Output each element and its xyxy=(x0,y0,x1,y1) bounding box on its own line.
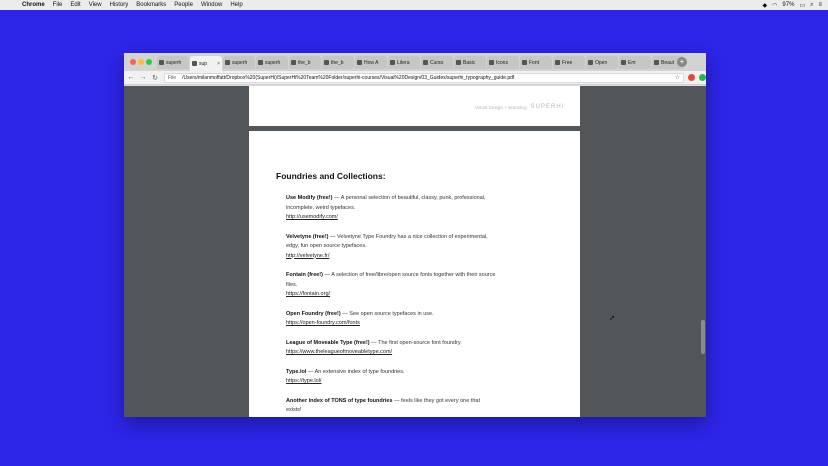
tab-favicon-icon xyxy=(291,60,296,65)
macos-menubar xyxy=(0,0,828,10)
close-window-button[interactable] xyxy=(130,59,136,65)
reload-icon[interactable]: ↻ xyxy=(152,74,158,82)
tab-label: superh xyxy=(166,59,182,66)
tab-favicon-icon xyxy=(225,60,230,65)
extension-icon[interactable] xyxy=(688,74,695,81)
browser-tab[interactable] xyxy=(619,56,651,69)
scrollbar-thumb[interactable] xyxy=(701,320,705,354)
browser-tab[interactable] xyxy=(256,56,288,69)
browser-tab[interactable] xyxy=(487,56,519,69)
foundry-entry xyxy=(286,233,496,262)
tab-label: Icons xyxy=(496,59,508,66)
foundry-name: Use Modify (free!) xyxy=(286,195,333,201)
tab-favicon-icon xyxy=(588,60,593,65)
foundry-link[interactable]: https://www.theleagueofmoveabletype.com/ xyxy=(286,349,393,355)
menu-view[interactable]: View xyxy=(88,2,102,8)
foundry-name: Velvetyne (free!) xyxy=(286,233,329,240)
foundry-entry xyxy=(286,194,496,223)
tab-favicon-icon xyxy=(324,60,329,65)
browser-tab[interactable] xyxy=(520,56,552,69)
foundry-entry xyxy=(286,310,496,329)
forward-icon[interactable]: → xyxy=(139,74,147,81)
file-scheme-label: File xyxy=(168,74,177,81)
tab-favicon-icon xyxy=(357,60,362,65)
tab-favicon-icon xyxy=(522,60,527,65)
browser-tab[interactable] xyxy=(421,56,453,69)
foundry-description: — A personal selection of beautiful, classy, punk, professional, incomplete, weird typefaces. xyxy=(286,195,486,211)
menu-app-name[interactable]: Chrome xyxy=(22,2,45,8)
pdf-page xyxy=(249,131,580,417)
extension-icon[interactable] xyxy=(699,74,706,81)
mouse-cursor-icon: ➚ xyxy=(609,315,615,322)
battery-icon[interactable]: ▭ xyxy=(799,2,806,9)
tab-favicon-icon xyxy=(555,60,560,65)
menu-help[interactable]: Help xyxy=(230,2,243,8)
foundry-name: League of Moveable Type (free!) xyxy=(286,339,370,346)
browser-tab[interactable] xyxy=(553,56,585,69)
foundry-entry xyxy=(286,397,496,416)
tab-strip xyxy=(124,53,706,71)
tab-label: the_b xyxy=(331,59,344,66)
url-text: /Users/milanmoffatt/Dropbox%20(SuperHi)/SuperHi%20Team%20Folder/superhi-courses/Visual%20Design/03_Guides/superhi_typography_guide.pdf xyxy=(182,74,515,81)
foundry-description: — feels like they got every one that exists! xyxy=(286,397,480,413)
tab-favicon-icon xyxy=(456,60,461,65)
tab-label: sup xyxy=(199,60,208,67)
tab-label: Free xyxy=(562,59,573,66)
foundry-link[interactable]: https://fontain.org/ xyxy=(286,291,331,297)
foundry-list xyxy=(286,194,496,417)
browser-tab[interactable] xyxy=(190,56,222,71)
page-header xyxy=(475,104,564,110)
tab-favicon-icon xyxy=(423,60,428,65)
tab-label: superh xyxy=(232,59,248,66)
tab-close-icon[interactable]: × xyxy=(217,60,220,67)
menu-edit[interactable]: Edit xyxy=(70,2,81,8)
tab-favicon-icon xyxy=(654,60,659,65)
tab-favicon-icon xyxy=(258,60,263,65)
tab-label: Beaut xyxy=(661,59,675,66)
pdf-viewer[interactable] xyxy=(124,86,706,417)
back-icon[interactable]: ← xyxy=(127,74,135,81)
foundry-description: — An extensive index of type foundries. xyxy=(306,368,405,375)
browser-tab[interactable] xyxy=(388,56,420,69)
browser-toolbar xyxy=(124,71,706,85)
tab-list xyxy=(157,56,685,71)
tab-label: Open xyxy=(595,59,608,66)
menu-people[interactable]: People xyxy=(174,2,193,8)
browser-tab[interactable] xyxy=(355,56,387,69)
bookmark-star-icon[interactable]: ☆ xyxy=(674,75,680,81)
foundry-entry xyxy=(286,368,496,387)
menu-file[interactable]: File xyxy=(52,2,63,8)
browser-tab[interactable] xyxy=(322,56,354,69)
menu-window[interactable]: Window xyxy=(200,2,223,8)
menu-history[interactable]: History xyxy=(109,2,129,8)
tab-label: How A xyxy=(364,59,379,66)
new-tab-button[interactable]: + xyxy=(677,57,687,67)
foundry-description: — A selection of free/libre/open source fonts together with their source files. xyxy=(286,272,496,288)
foundry-name: Open Foundry (free!) xyxy=(286,310,341,317)
tab-favicon-icon xyxy=(489,60,494,65)
browser-tab[interactable] xyxy=(223,56,255,69)
pdf-page xyxy=(249,86,580,126)
foundry-entry xyxy=(286,271,496,300)
address-bar[interactable] xyxy=(164,73,684,83)
foundry-link[interactable]: http://usemodify.com/ xyxy=(286,214,338,220)
browser-tab[interactable] xyxy=(454,56,486,69)
foundry-entry xyxy=(286,339,496,358)
page-header-text: Visual Design + Branding xyxy=(475,104,527,110)
wifi-icon[interactable]: ◠ xyxy=(772,2,778,9)
tab-label: Curso xyxy=(430,59,444,66)
zoom-window-button[interactable] xyxy=(146,59,152,65)
tab-label: Basic xyxy=(463,59,476,66)
foundry-name: Another index of TONS of type foundries xyxy=(286,397,393,404)
tab-favicon-icon xyxy=(390,60,395,65)
spotlight-icon[interactable]: ⌕ xyxy=(810,1,814,8)
foundry-name: Fontain (free!) xyxy=(286,272,323,278)
section-title: Foundries and Collections: xyxy=(276,171,386,181)
foundry-name: Type.lol xyxy=(286,368,307,375)
tab-label: Em xyxy=(628,59,636,66)
tab-label: the_b xyxy=(298,59,311,66)
menu-icon[interactable]: ≡ xyxy=(818,2,822,8)
foundry-link[interactable]: http://velvetyne.fr/ xyxy=(286,252,330,259)
menubar-status-area xyxy=(763,0,822,10)
tab-favicon-icon xyxy=(192,61,197,66)
tab-favicon-icon xyxy=(159,60,164,65)
browser-tab[interactable] xyxy=(289,56,321,69)
tab-label: Font xyxy=(529,59,540,66)
browser-window xyxy=(124,53,706,417)
foundry-description: — The first open-source font foundry. xyxy=(369,339,462,346)
menu-bookmarks[interactable]: Bookmarks xyxy=(136,2,167,8)
browser-tab[interactable] xyxy=(586,56,618,69)
dropbox-icon[interactable]: ◆ xyxy=(762,2,768,9)
foundry-description: — Velvetyne Type Foundry has a nice collection of experimental, edgy, fun open source typefaces. xyxy=(286,233,488,249)
minimize-window-button[interactable] xyxy=(138,59,144,65)
tab-label: superh xyxy=(265,59,281,66)
battery-percent[interactable]: 97% xyxy=(782,2,795,8)
foundry-description: — See open source typefaces in use. xyxy=(340,310,434,317)
browser-tab[interactable] xyxy=(157,56,189,69)
brand-logo: SUPERHi xyxy=(530,104,564,110)
tab-favicon-icon xyxy=(621,60,626,65)
foundry-link[interactable]: https://open-foundry.com/fonts xyxy=(286,320,360,326)
foundry-link[interactable]: https://type.lol/ xyxy=(286,378,322,384)
tab-label: Litera xyxy=(397,59,410,66)
